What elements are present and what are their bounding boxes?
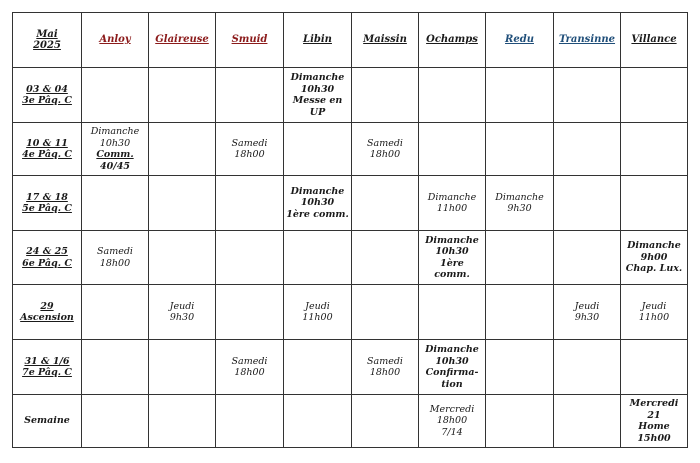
cell-transinne — [554, 395, 621, 448]
corner-cell — [13, 13, 82, 68]
cell-anloy: Samedi 18h00 — [82, 231, 149, 285]
cell-anloy — [82, 395, 149, 448]
cell-anloy — [82, 176, 149, 231]
cell-maissin: Samedi 18h00 — [352, 340, 419, 395]
cell-ochamps — [419, 68, 486, 123]
cell-glaireuse — [149, 176, 216, 231]
cell-transinne: Jeudi 9h30 — [554, 285, 621, 340]
cell-villance: Mercredi 21 Home 15h00 — [621, 395, 688, 448]
table-row — [13, 68, 688, 123]
row-label: 29 Ascension — [13, 285, 82, 340]
table-row — [13, 395, 688, 448]
cell-anloy: Dimanche 10h30 Comm. 40/45 — [82, 123, 149, 176]
row-label: 17 & 18 5e Pâq. C — [13, 176, 82, 231]
cell-anloy — [82, 68, 149, 123]
cell-smuid: Samedi 18h00 — [216, 123, 284, 176]
row-label: 10 & 11 4e Pâq. C — [13, 123, 82, 176]
cell-libin: Dimanche 10h30 Messe en UP — [284, 68, 352, 123]
table-row — [13, 176, 688, 231]
cell-maissin — [352, 395, 419, 448]
cell-transinne — [554, 340, 621, 395]
row-label: 03 & 04 3e Pâq. C — [13, 68, 82, 123]
cell-libin — [284, 340, 352, 395]
cell-ochamps: Dimanche 10h30 Confirma- tion — [419, 340, 486, 395]
cell-glaireuse — [149, 395, 216, 448]
cell-villance: Dimanche 9h00 Chap. Lux. — [621, 231, 688, 285]
cell-redu — [486, 285, 554, 340]
schedule-table-wrapper — [12, 12, 688, 448]
col-header-glaireuse: Glaireuse — [149, 13, 216, 68]
cell-villance — [621, 123, 688, 176]
cell-maissin — [352, 231, 419, 285]
mass-schedule-table — [12, 12, 688, 448]
cell-smuid — [216, 68, 284, 123]
cell-smuid — [216, 231, 284, 285]
cell-ochamps — [419, 123, 486, 176]
cell-transinne — [554, 68, 621, 123]
cell-redu — [486, 340, 554, 395]
cell-redu — [486, 68, 554, 123]
cell-glaireuse — [149, 123, 216, 176]
cell-glaireuse: Jeudi 9h30 — [149, 285, 216, 340]
col-header-villance: Villance — [621, 13, 688, 68]
cell-transinne — [554, 176, 621, 231]
cell-transinne — [554, 123, 621, 176]
table-row — [13, 123, 688, 176]
table-row — [13, 285, 688, 340]
cell-maissin: Samedi 18h00 — [352, 123, 419, 176]
cell-redu: Dimanche 9h30 — [486, 176, 554, 231]
col-header-libin: Libin — [284, 13, 352, 68]
cell-redu — [486, 231, 554, 285]
cell-smuid — [216, 176, 284, 231]
col-header-ochamps: Ochamps — [419, 13, 486, 68]
cell-redu — [486, 123, 554, 176]
col-header-smuid: Smuid — [216, 13, 284, 68]
cell-redu — [486, 395, 554, 448]
cell-villance — [621, 68, 688, 123]
cell-ochamps — [419, 285, 486, 340]
cell-smuid — [216, 395, 284, 448]
table-row — [13, 340, 688, 395]
cell-libin — [284, 395, 352, 448]
cell-libin: Jeudi 11h00 — [284, 285, 352, 340]
cell-glaireuse — [149, 231, 216, 285]
cell-smuid: Samedi 18h00 — [216, 340, 284, 395]
row-label: Semaine — [13, 395, 82, 448]
cell-maissin — [352, 68, 419, 123]
cell-smuid — [216, 285, 284, 340]
cell-villance — [621, 176, 688, 231]
cell-ochamps: Dimanche 10h30 1ère comm. — [419, 231, 486, 285]
row-label: 24 & 25 6e Pâq. C — [13, 231, 82, 285]
col-header-maissin: Maissin — [352, 13, 419, 68]
cell-transinne — [554, 231, 621, 285]
header-row — [13, 13, 688, 68]
cell-anloy — [82, 285, 149, 340]
cell-glaireuse — [149, 340, 216, 395]
cell-libin — [284, 123, 352, 176]
cell-villance: Jeudi 11h00 — [621, 285, 688, 340]
row-label: 31 & 1/6 7e Pâq. C — [13, 340, 82, 395]
month-label: Mai — [36, 28, 58, 40]
col-header-transinne: Transinne — [554, 13, 621, 68]
year-label: 2025 — [33, 40, 61, 51]
cell-libin: Dimanche 10h30 1ère comm. — [284, 176, 352, 231]
cell-villance — [621, 340, 688, 395]
cell-maissin — [352, 285, 419, 340]
cell-ochamps: Mercredi 18h00 7/14 — [419, 395, 486, 448]
cell-maissin — [352, 176, 419, 231]
table-row — [13, 231, 688, 285]
cell-anloy — [82, 340, 149, 395]
col-header-anloy: Anloy — [82, 13, 149, 68]
col-header-redu: Redu — [486, 13, 554, 68]
cell-libin — [284, 231, 352, 285]
cell-glaireuse — [149, 68, 216, 123]
cell-ochamps: Dimanche 11h00 — [419, 176, 486, 231]
